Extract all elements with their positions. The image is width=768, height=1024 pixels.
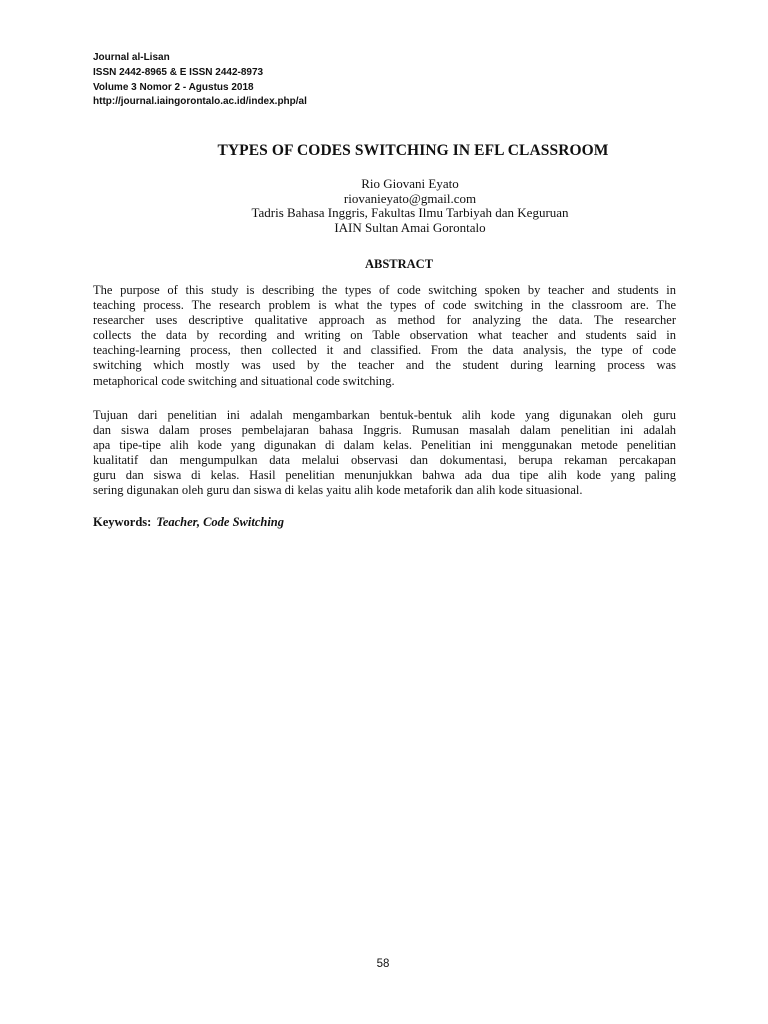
abstract-line: teaching-learning process, then collected it and classified. From the data analysis, the type of code [93, 343, 676, 358]
keywords-value: Teacher, Code Switching [156, 515, 285, 529]
abstract-heading: ABSTRACT [364, 257, 434, 271]
abstract-line: sering digunakan oleh guru dan siswa di kelas yaitu alih kode metaforik dan alih kode situasional. [93, 483, 583, 498]
abstract-line: collects the data by recording and writing on Table observation what teacher and students said in [93, 328, 676, 343]
abstract-heading-block [0, 257, 768, 272]
journal-volume: Volume 3 Nomor 2 - Agustus 2018 [93, 81, 254, 93]
abstract-line: Tujuan dari penelitian ini adalah mengambarkan bentuk-bentuk alih kode yang digunakan oleh guru [93, 408, 676, 422]
page-number-block [0, 958, 768, 970]
journal-url: http://journal.iaingorontalo.ac.id/index.php/al [93, 96, 307, 108]
journal-header [93, 51, 307, 110]
journal-name: Journal al-Lisan [93, 52, 170, 63]
abstract-english [93, 283, 676, 389]
author-affiliation-1: Tadris Bahasa Inggris, Fakultas Ilmu Tarbiyah dan Keguruan [251, 205, 569, 220]
paper-title: TYPES OF CODES SWITCHING IN EFL CLASSROOM [217, 142, 609, 159]
abstract-line: teaching process. The research problem is what the types of code switching in the classroom are. The [93, 298, 676, 313]
abstract-line: dan siswa dalam proses pembelajaran bahasa Inggris. Rumusan masalah dalam penelitian ini adalah [93, 423, 676, 438]
author-email: riovanieyato@gmail.com [343, 190, 477, 206]
journal-issn: ISSN 2442-8965 & E ISSN 2442-8973 [93, 66, 264, 78]
keywords-label: Keywords: [93, 515, 152, 529]
abstract-indonesian [93, 408, 676, 499]
paper-title-block [0, 142, 768, 160]
author-name: Rio Giovani Eyato [361, 176, 459, 191]
abstract-line: guru dan siswa di kelas. Hasil penelitian menunjukkan bahwa ada dua tipe alih kode yang paling [93, 468, 676, 483]
keywords [93, 515, 284, 530]
abstract-line: metaphorical code switching and situational code switching. [93, 373, 395, 388]
abstract-line: apa tipe-tipe alih kode yang digunakan di dalam kelas. Penelitian ini menggunakan metode penelitian [93, 438, 676, 453]
abstract-line: researcher uses descriptive qualitative approach as method for analyzing the data. The researcher [93, 313, 676, 328]
abstract-line: kualitatif dan mengumpulkan data melalui observasi dan dokumentasi, berupa rekaman percakapan [93, 453, 676, 468]
author-affiliation-2: IAIN Sultan Amai Gorontalo [334, 219, 486, 235]
abstract-line: The purpose of this study is describing the types of code switching spoken by teacher and students in [93, 283, 676, 297]
page-number: 58 [376, 958, 390, 970]
author-block [0, 177, 768, 235]
abstract-line: switching which mostly was used by the teacher and the student during learning process was [93, 358, 676, 373]
